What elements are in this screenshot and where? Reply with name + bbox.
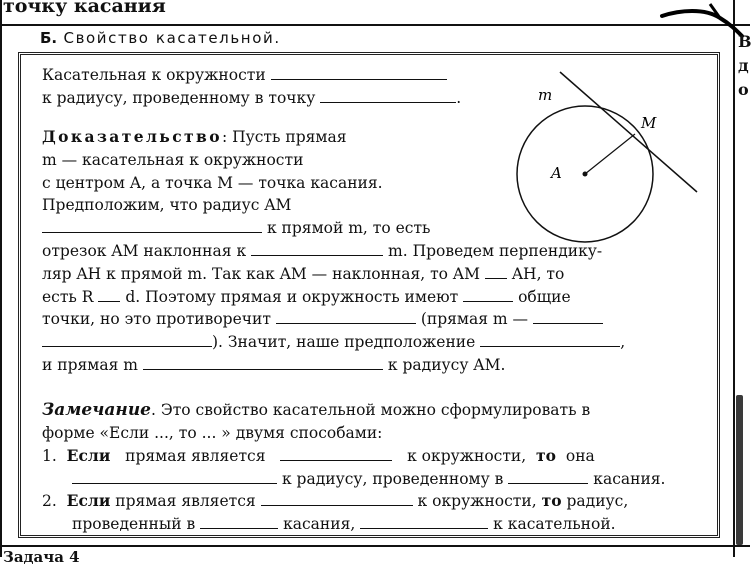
table-line-top (0, 24, 750, 26)
tangent-line (560, 72, 697, 192)
table-line-right (733, 0, 735, 557)
text-line: точки, но это противоречит (прямая m — (42, 310, 603, 328)
pen-mark (650, 0, 750, 50)
text-line: m — касательная к окружности (42, 151, 304, 169)
text-line: Доказательство: Пусть прямая (42, 127, 347, 146)
text-line: к прямой m, то есть (42, 219, 430, 237)
note-line: Замечание. Это свойство касательной можно сформулировать в (42, 400, 591, 420)
text-line: Предположим, что радиус AM (42, 196, 292, 214)
note-item: проведенный в касания, к касательной. (72, 515, 616, 533)
right-cut-line: В (738, 32, 752, 51)
text-line: Касательная к окружности (42, 66, 447, 84)
line-label: m (538, 86, 553, 104)
text-line: есть R d. Поэтому прямая и окружность имеют общие (42, 288, 571, 306)
text-line: ). Значит, наше предположение , (42, 333, 625, 351)
radius-am (585, 134, 635, 174)
note-item: 1. Если прямая является к окружности, то она (42, 446, 595, 465)
right-cut-line: д (738, 56, 749, 75)
text-line: и прямая m к радиусу AM. (42, 356, 506, 374)
section-letter: Б. (40, 29, 58, 47)
note-item: к радиусу, проведенному в касания. (72, 470, 665, 488)
right-cut-text (738, 30, 752, 102)
tangent-diagram (505, 62, 705, 232)
right-cut-line: о (738, 80, 749, 99)
table-line-bottom (0, 545, 750, 547)
section-title-text: Свойство касательной. (63, 29, 281, 47)
text-line: отрезок AM наклонная к m. Проведем перпендику- (42, 242, 603, 260)
center-point (583, 172, 588, 177)
note-line: форме «Если ..., то ... » двумя способами: (42, 424, 383, 442)
bottom-cut-text: Задача 4 (3, 548, 80, 566)
center-label: A (551, 164, 562, 182)
scrollbar-thumb[interactable] (736, 395, 743, 545)
top-heading: точку касания (3, 0, 166, 17)
note-item: 2. Если прямая является к окружности, то радиус, (42, 491, 629, 510)
section-title (40, 29, 281, 47)
table-line-left (0, 0, 2, 557)
note-label: Замечание (42, 400, 151, 420)
point-label-m: M (641, 114, 657, 132)
text-line: к радиусу, проведенному в точку . (42, 89, 462, 107)
text-line: ляр AH к прямой m. Так как AM — наклонная, то AM AH, то (42, 265, 565, 283)
text-line: с центром A, а точка M — точка касания. (42, 174, 383, 192)
proof-label: Доказательство (42, 127, 222, 146)
